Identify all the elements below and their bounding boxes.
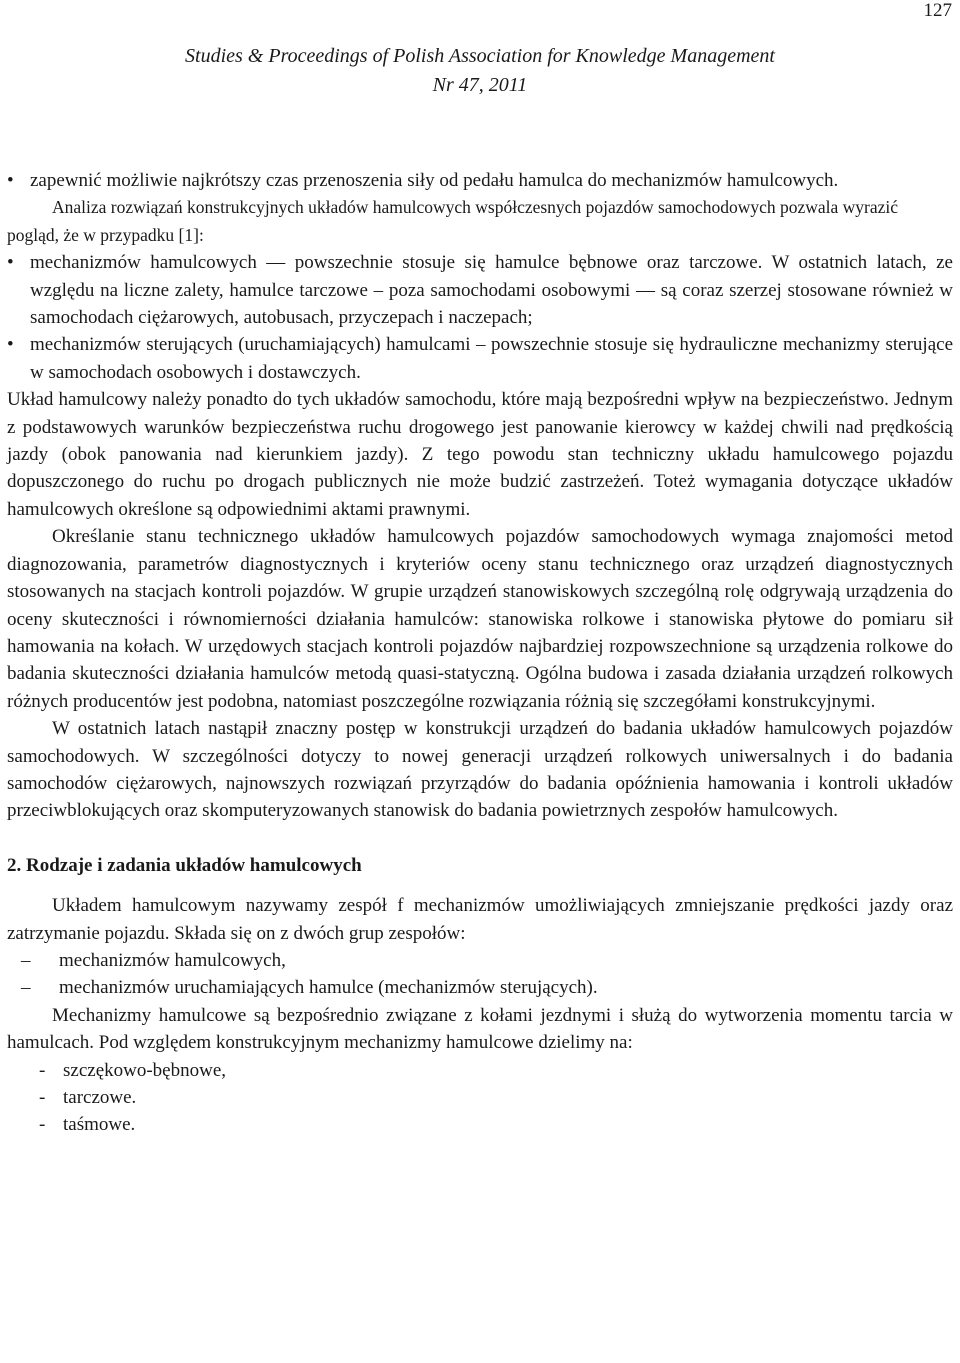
hyphen-list-item <box>7 1111 953 1138</box>
journal-title: Studies & Proceedings of Polish Association for Knowledge Management <box>185 45 775 67</box>
paragraph: Układem hamulcowym nazywamy zespół f mechanizmów umożliwiających zmniejszanie prędkości jazdy oraz zatrzymanie pojazdu. Składa się on z dwóch grup zespołów: <box>7 895 953 944</box>
hyphen-marker: - <box>39 1059 46 1081</box>
hyphen-marker: - <box>39 1087 46 1108</box>
bullet-item: • mechanizmów hamulcowych — powszechnie stosuje się hamulce bębnowe oraz tarczowe. W ostatnich latach, ze względu na liczne zalety, hamulce tarczowe – poza samochodami osobowymi — są coraz szerzej stosowane również w samochodach ciężarowych, autobusach, przyczepach i naczepach; <box>7 249 953 331</box>
dash-list-item <box>7 947 953 974</box>
hyphen-list-item <box>7 1057 953 1084</box>
section-heading: 2. Rodzaje i zadania układów hamulcowych <box>7 854 362 876</box>
hyphen-marker: - <box>39 1114 46 1136</box>
paragraph: W ostatnich latach nastąpił znaczny postęp w konstrukcji urządzeń do badania układów hamulcowych pojazdów samochodowych. W szczególności dotyczy to nowej generacji urządzeń rolkowych uniwersalnych i do badania samochodów ciężarowych, najnowszych rozwiązań przyrządów do badania opóźnienia hamowania i kontroli układów przeciwblokujących oraz skomputeryzowanych stanowisk do badania powietrznych zespołów hamulcowych. <box>7 718 953 822</box>
page-number: 127 <box>923 0 952 21</box>
bullet-item: • mechanizmów sterujących (uruchamiających) hamulcami – powszechnie stosuje się hydrauliczne mechanizmy sterujące w samochodach osobowych i dostawczych. <box>7 331 953 386</box>
hyphen-item-text: taśmowe. <box>63 1114 136 1136</box>
dash-list-item <box>7 974 953 1001</box>
dash-item-text: mechanizmów hamulcowych, <box>59 949 286 971</box>
page-body <box>7 167 953 1139</box>
hyphen-item-text: szczękowo-bębnowe, <box>63 1059 227 1081</box>
running-header <box>0 42 960 100</box>
hyphen-list-item <box>7 1084 953 1111</box>
paragraph: Analiza rozwiązań konstrukcyjnych układów hamulcowych współczesnych pojazdów samochodowych pozwala wyrazić pogląd, że w przypadku [1]: <box>7 197 899 245</box>
paragraph: Mechanizmy hamulcowe są bezpośrednio związane z kołami jezdnymi i służą do wytworzenia momentu tarcia w hamulcach. Pod względem konstrukcyjnym mechanizmy hamulcowe dzielimy na: <box>7 1004 953 1054</box>
dash-item-text: mechanizmów uruchamiających hamulce (mechanizmów sterujących). <box>59 977 598 999</box>
paragraph: Określanie stanu technicznego układów hamulcowych pojazdów samochodowych wymaga znajomości metod diagnozowania, parametrów diagnostycznych i kryteriów oceny stanu technicznego oraz urządzeń diagnostycznych stosowanych na stacjach kontroli pojazdów. W grupie urządzeń stanowiskowych szczególną rolę odgrywają urządzenia do oceny skuteczności i równomierności działania hamulców: stanowiska rolkowe i stanowiska płytowe do pomiaru sił hamowania na kołach. W urzędowych stacjach kontroli pojazdów najbardziej rozpowszechnione są urządzenia rolkowe do badania skuteczności działania hamulców metodą quasi-statyczną. Ogólna budowa i zasada działania urządzeń rolkowych różnych producentów jest podobna, natomiast poszczególne rozwiązania różnią się szczegółami konstrukcyjnymi. <box>7 526 953 712</box>
issue-number: Nr 47, 2011 <box>432 74 528 96</box>
bullet-item: • zapewnić możliwie najkrótszy czas przenoszenia siły od pedału hamulca do mechanizmów hamulcowych. <box>7 167 953 194</box>
hyphen-item-text: tarczowe. <box>63 1087 137 1108</box>
paragraph: Układ hamulcowy należy ponadto do tych układów samochodu, które mają bezpośredni wpływ na bezpieczeństwo. Jednym z podstawowych warunków bezpieczeństwa ruchu drogowego jest panowanie kierowcy w każdej chwili nad prędkością jazdy (obok panowania nad kierunkiem jazdy). Z tego powodu stan techniczny układu hamulcowego pojazdu dopuszczonego do ruchu po drogach publicznych nie może budzić zastrzeżeń. Toteż wymagania dotyczące układów hamulcowych określone są odpowiednimi aktami prawnymi. <box>7 389 953 520</box>
